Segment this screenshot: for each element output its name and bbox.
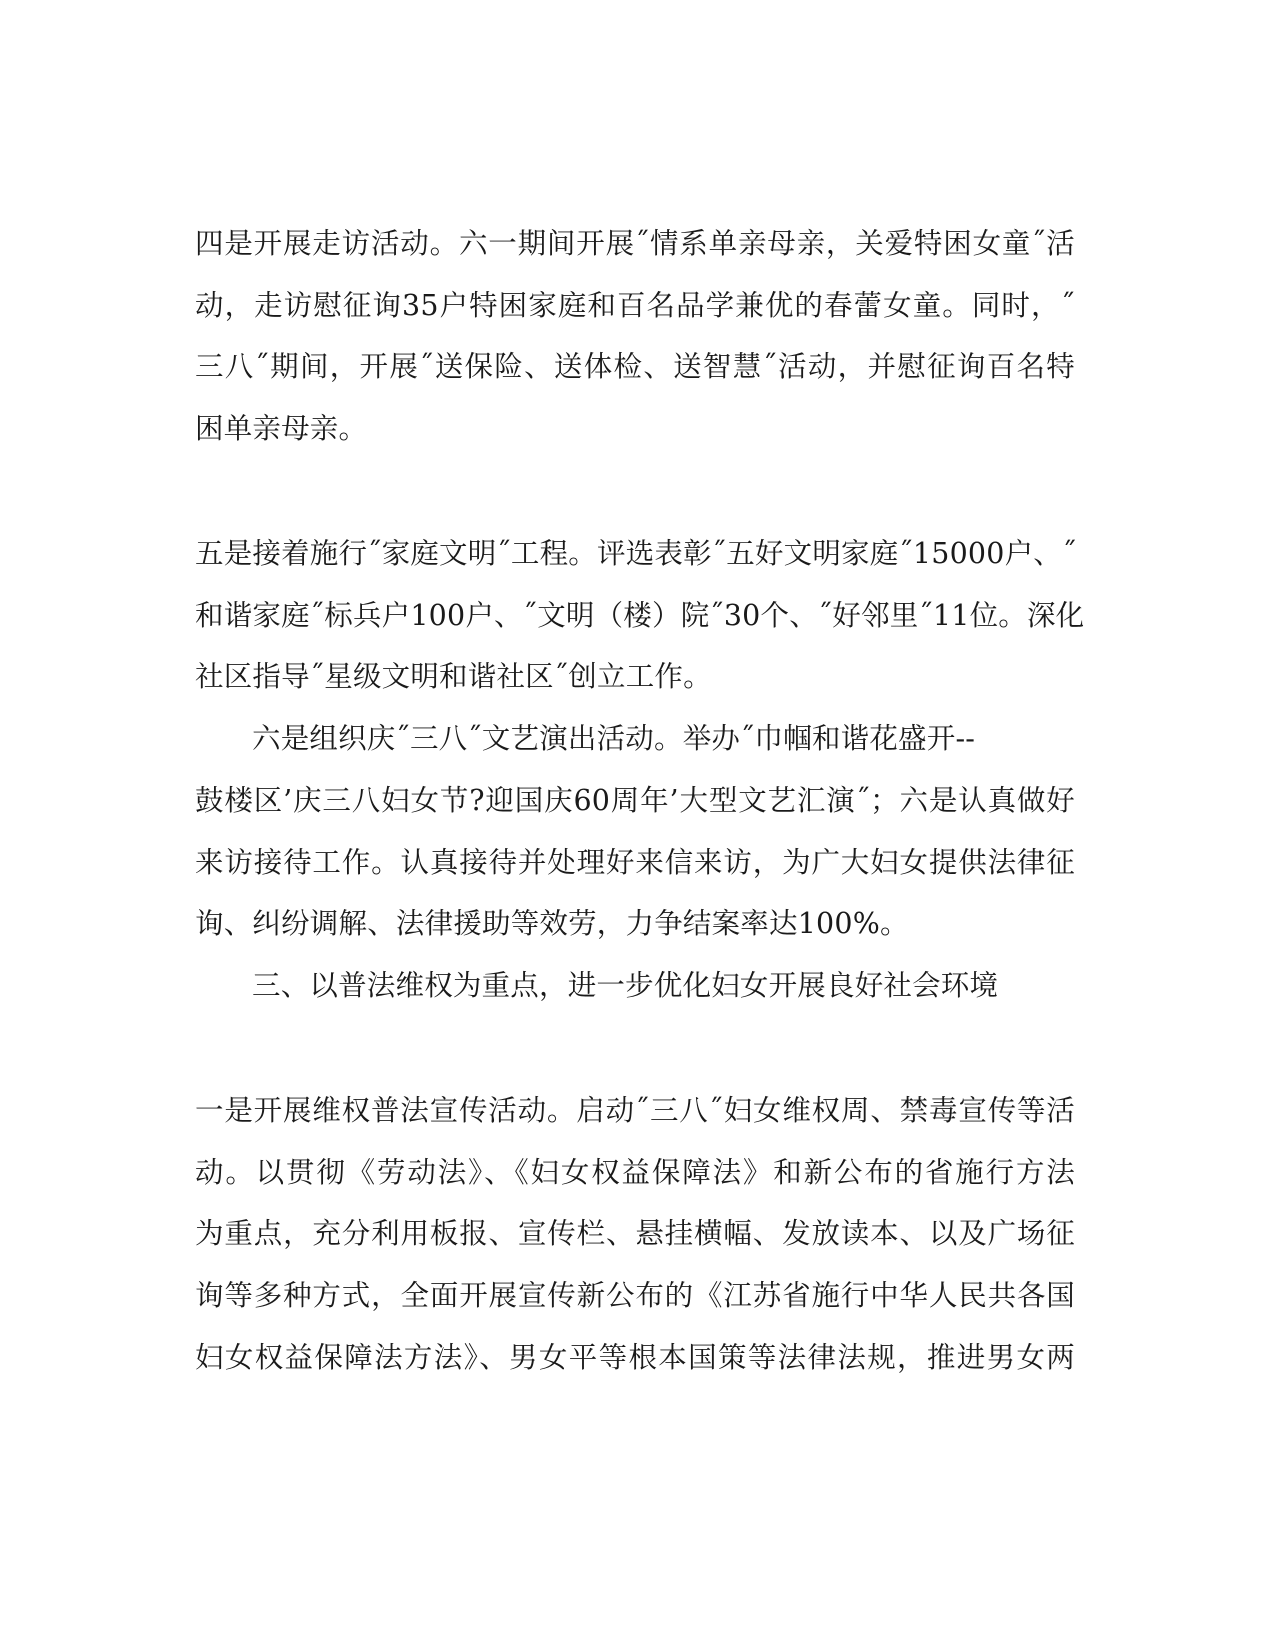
text-line: 一是开展维权普法宣传活动。启动˝三八˝妇女维权周、禁毒宣传等活 (195, 1094, 1075, 1127)
text-line: 妇女权益保障法方法》、男女平等根本国策等法律法规，推进男女两 (195, 1341, 1075, 1374)
text-line: 询、纠纷调解、法律援助等效劳，力争结案率达100%。 (195, 907, 909, 940)
text-line: 四是开展走访活动。六一期间开展˝情系单亲母亲，关爱特困女童˝活 (195, 227, 1075, 260)
section-heading: 三、以普法维权为重点，进一步优化妇女开展良好社会环境 (252, 969, 999, 1002)
text-line: 动。以贯彻《劳动法》、《妇女权益保障法》和新公布的省施行方法 (195, 1156, 1075, 1189)
text-line: 六是组织庆˝三八˝文艺演出活动。举办˝巾帼和谐花盛开-- (252, 722, 976, 755)
text-line: 来访接待工作。认真接待并处理好来信来访，为广大妇女提供法律征 (195, 846, 1075, 879)
text-line: 困单亲母亲。 (195, 412, 368, 445)
text-line: 询等多种方式，全面开展宣传新公布的《江苏省施行中华人民共各国 (195, 1279, 1075, 1312)
text-line: 和谐家庭˝标兵户100户、˝文明（楼）院˝30个、˝好邻里˝11位。深化 (195, 599, 1085, 632)
text-line: 五是接着施行˝家庭文明˝工程。评选表彰˝五好文明家庭˝15000户、˝ (195, 537, 1077, 570)
text-line: 三八˝期间，开展˝送保险、送体检、送智慧˝活动，并慰征询百名特 (195, 350, 1075, 383)
text-line: 动，走访慰征询35户特困家庭和百名品学兼优的春蕾女童。同时，˝ (195, 289, 1075, 322)
text-line: 社区指导˝星级文明和谐社区˝创立工作。 (195, 660, 712, 693)
text-line: 为重点，充分利用板报、宣传栏、悬挂横幅、发放读本、以及广场征 (195, 1217, 1075, 1250)
text-line: 鼓楼区’庆三八妇女节?迎国庆60周年’大型文艺汇演˝；六是认真做好 (195, 784, 1075, 817)
